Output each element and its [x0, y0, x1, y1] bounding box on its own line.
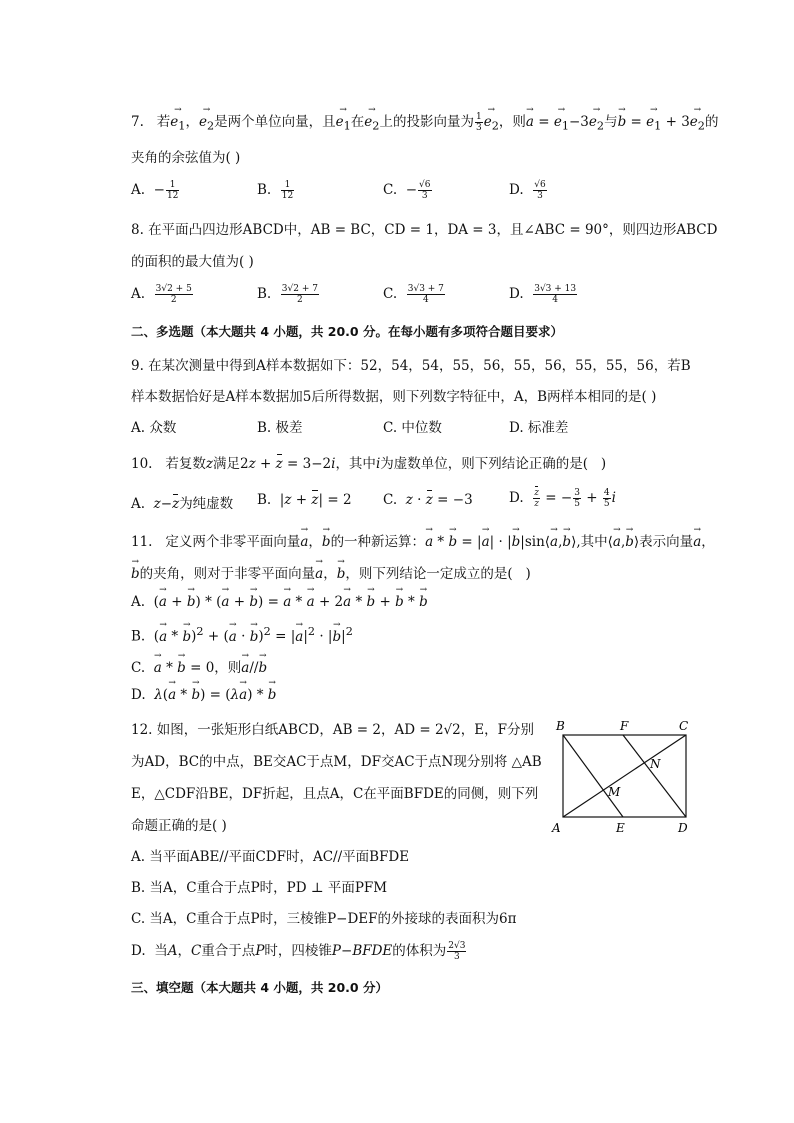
q12-stem-line4: 命题正确的是( ) — [131, 818, 227, 834]
q12-stem-line2: 为AD，BC的中点，BE交AC于点M，DF交AC于点N现分别将 △AB — [131, 754, 542, 770]
q8-option-c[interactable]: C. $\frac{3√3 + 7}{4}$ — [383, 284, 444, 305]
q7-option-d[interactable]: D. $\frac{√6}{3}$ — [509, 180, 546, 201]
q11-option-a[interactable]: A. (→ a + → b) * (→ a + → b) = → a * → a + 2→ a * → b + → b * → b — [131, 594, 428, 610]
q11-stem-line2: → b的夹角，则对于非零平面向量→ a，→ b，则下列结论一定成立的是( ) — [131, 562, 531, 582]
q9-option-d[interactable]: D. 标准差 — [509, 420, 569, 436]
q7-stem: 7. 若→ $e_1$，→ $e_2$是两个单位向量，且→ $e_1$在→ $e_2$上的投影向量为 $\frac{1}{3}$ → $e_2$，则→ a = → $e_1-3\to e_2$与→ b = → $e_1 + 3\to e_2$的 — [131, 110, 718, 133]
q9-option-b[interactable]: B. 极差 — [257, 420, 303, 436]
q11-option-d[interactable]: D. λ(→ a * → b) = (λ→ a) * → b — [131, 687, 276, 703]
q7-option-b[interactable]: B. $\frac{1}{12}$ — [257, 180, 294, 201]
q8-stem-line2: 的面积的最大值为( ) — [131, 254, 254, 270]
label-d: D — [678, 821, 688, 835]
label-m: M — [608, 785, 621, 799]
q12-option-d[interactable]: D. 当A，C重合于点P时，四棱锥P−BFDE的体积为 $\frac{2√3}{3}$ — [131, 941, 466, 962]
q7-option-c[interactable]: C. − $\frac{√6}{3}$ — [383, 180, 431, 201]
q7-option-a[interactable]: A. − $\frac{1}{12}$ — [131, 180, 179, 201]
q11-stem: 11. 定义两个非零平面向量→ a，→ b的一种新运算：→ a * → b = |→ a| · |→ b|sin⟨→ a,→ b⟩,其中⟨→ a,→ b⟩表示向量→ a， — [131, 530, 715, 550]
q12-option-a[interactable]: A. 当平面ABE//平面CDF时，AC//平面BFDE — [131, 849, 410, 865]
q7-stem-line2: 夹角的余弦值为( ) — [131, 150, 241, 166]
label-c: C — [679, 719, 689, 733]
q8-option-d[interactable]: D. $\frac{3√3 + 13}{4}$ — [509, 284, 577, 305]
q12-option-b[interactable]: B. 当A，C重合于点P时，PD ⊥ 平面PFM — [131, 880, 388, 896]
q10-option-a[interactable]: A. z−z为纯虚数 — [131, 496, 234, 512]
q10-option-c[interactable]: C. z · z = −3 — [383, 492, 473, 508]
q9-option-a[interactable]: A. 众数 — [131, 420, 177, 436]
q12-stem-line3: E，△CDF沿BE，DF折起，且点A，C在平面BFDE的同侧，则下列 — [131, 786, 539, 802]
q12-option-c[interactable]: C. 当A，C重合于点P时，三棱锥P−DEF的外接球的表面积为6π — [131, 911, 517, 927]
label-n: N — [650, 757, 661, 771]
label-b: B — [556, 719, 565, 733]
q9-stem-line2: 样本数据恰好是A样本数据加5后所得数据，则下列数字特征中，A，B两样本相同的是( ) — [131, 389, 657, 405]
q11-option-b[interactable]: B. (→ a * → b)$^2$ + (→ a · → b)$^2$ = |→ $a|^2$ · |→ $b|^2$ — [131, 625, 353, 645]
q10-option-b[interactable]: B. |z + z| = 2 — [257, 492, 352, 508]
label-f: F — [620, 719, 629, 733]
q10-option-d[interactable]: D. $\frac{z}{z}$ = − $\frac{3}{5}$ + $\frac{4}{5}$ i — [509, 488, 616, 509]
section-fill-in-heading: 三、填空题（本大题共 4 小题，共 20.0 分） — [131, 980, 388, 995]
q12-stem-line1: 12. 如图，一张矩形白纸ABCD，AB = 2，AD = 2√2，E，F分别 — [131, 722, 534, 738]
q9-option-c[interactable]: C. 中位数 — [383, 420, 442, 436]
q12-rectangle-figure — [548, 717, 696, 835]
q9-stem: 9. 在某次测量中得到A样本数据如下：52，54，54，55，56，55，56，55，55，56，若B — [131, 358, 691, 374]
label-e: E — [616, 821, 625, 835]
q11-option-c[interactable]: C. → a * → b = 0，则→ a//→ b — [131, 656, 267, 676]
label-a: A — [552, 821, 561, 835]
section-multiple-choice-heading: 二、多选题（本大题共 4 小题，共 20.0 分。在每小题有多项符合题目要求） — [131, 324, 563, 339]
q8-option-a[interactable]: A. $\frac{3√2 + 5}{2}$ — [131, 284, 192, 305]
q8-option-b[interactable]: B. $\frac{3√2 + 7}{2}$ — [257, 284, 318, 305]
q10-stem: 10. 若复数z满足2z + z = 3−2i，其中i为虚数单位，则下列结论正确的是( ) — [131, 456, 607, 472]
q8-stem: 8. 在平面凸四边形ABCD中，AB = BC，CD = 1，DA = 3，且∠ABC = 90°，则四边形ABCD — [131, 222, 718, 238]
